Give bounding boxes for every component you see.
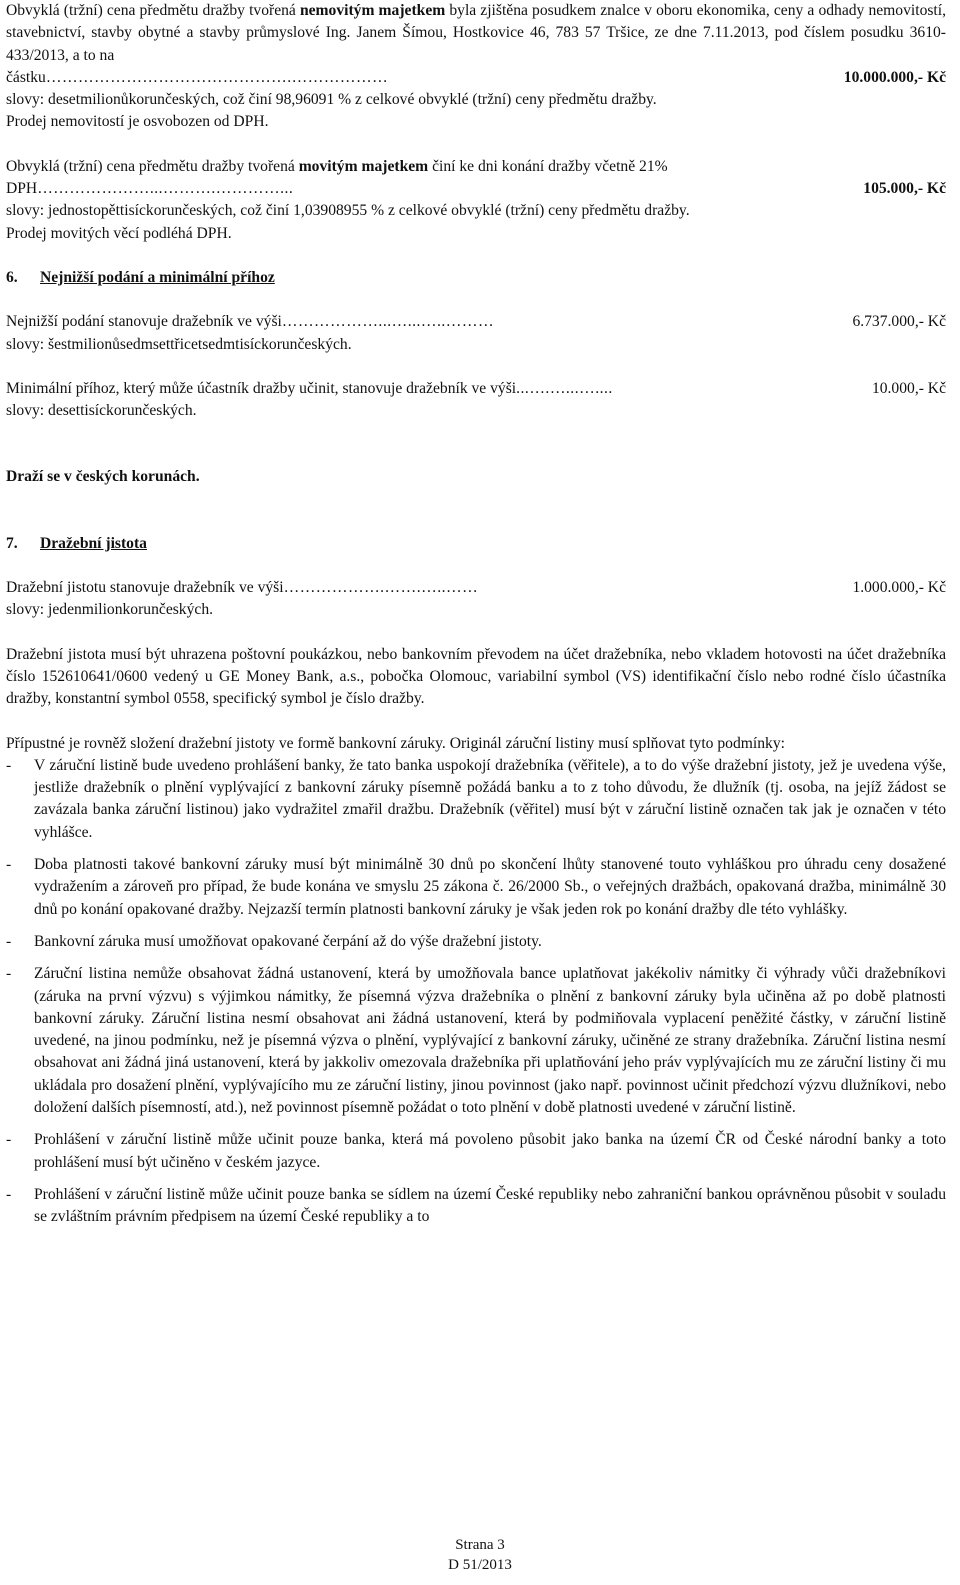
amount-label: Nejnižší podání stanovuje dražebník ve výši xyxy=(6,313,282,331)
text: Obvyklá (tržní) cena předmětu dražby tvořená xyxy=(6,2,300,19)
movable-price-paragraph xyxy=(6,156,946,178)
currency-note-text: Draží se v českých korunách. xyxy=(6,468,200,486)
amount-value: 105.000,- Kč xyxy=(863,180,946,198)
text: Obvyklá (tržní) cena předmětu dražby tvořená xyxy=(6,157,299,175)
deposit-words: slovy: jedenmilionkorunčeských. xyxy=(6,601,214,619)
list-item: - Záruční listina nemůže obsahovat žádná ustanovení, která by umožňovala bance uplatňovat jakékoliv námitky či výhrady vůči dražebníkovi (záruka na první výzvu) s výjimkou námitky, že písemná výzva dražebníka o plnění z bankovní záruky byla učiněna až po době platnosti bankovní záruky. Záruční listina nesmí obsahovat ani žádná ustanovení, která by podmiňovala vyplacení peněžité částky, v záruční listině uvedené, na jinou podmínku, než je písemná výzva o plnění, vyplývající z bankovní záruky, učiněné ze strany dražebníka. Záruční listina nesmí obsahovat ani žádná jiná ustanovení, která by jakkoliv omezovala dražebníka při uplatňování jeho práv vyplývajících mu ze záruční listiny či mu ukládala pro dosažení plnění, vyplývajícího mu ze záruční listiny, jinou povinnost (jako např. povinnost učinit předchozí výzvu dlužníkovi, nebo doložení dalších písemností, atd.), než povinnost písemně požádat o toto plnění v době platnosti uvedené v záruční listině. xyxy=(6,963,946,1119)
bold-term: movitým majetkem xyxy=(298,157,429,175)
list-item: - Prohlášení v záruční listině může učinit pouze banka se sídlem na území České republiky nebo zahraniční bankou oprávněnou působit v souladu se zvláštním právním předpisem na území České republiky a to xyxy=(6,1184,946,1229)
min-increment-line xyxy=(6,378,946,400)
list-item: - Doba platnosti takové bankovní záruky musí být minimálně 30 dnů po skončení lhůty stanovené touto vyhláškou pro úhradu ceny dosažené vydražením a zároveň pro případ, že bude konána ve smyslu 25 zákona č. 26/2000 Sb., o veřejných dražbách, opakovaná dražba, minimálně 30 dnů po konání opakované dražby. Nejzazší termín platnosti bankovní záruky je však jeden rok po konání dražby dle této vyhlášky. xyxy=(6,854,946,921)
list-item-text: Záruční listina nemůže obsahovat žádná ustanovení, která by umožňovala bance uplatňovat jakékoliv námitky či výhrady vůči dražebníkovi (záruka na první výzvu) s výjimkou námitky, že písemná výzva dražebníka o plnění z bankovní záruky byla učiněna až po době platnosti bankovní záruky. Záruční listina nesmí obsahovat ani žádná ustanovení, která by podmiňovala vyplacení peněžité částky, v záruční listině uvedené, na jinou podmínku, než je písemná výzva o plnění, vyplývající z bankovní záruky, učiněné ze strany dražebníka. Záruční listina nesmí obsahovat ani žádná jiná ustanovení, která by jakkoliv omezovala dražebníka při uplatňování jeho práv vyplývajících mu ze záruční listiny či mu ukládala pro dosažení plnění, vyplývajícího mu ze záruční listiny, jinou povinnost (jako např. povinnost učinit předchozí výzvu dlužníkovi, nebo doložení dalších písemností, atd.), než povinnost písemně požádat o toto plnění v době platnosti uvedené v záruční listině. xyxy=(34,965,946,1116)
movable-vat-note: Prodej movitých věcí podléhá DPH. xyxy=(6,224,232,242)
list-item-text: Bankovní záruka musí umožňovat opakované čerpání až do výše dražební jistoty. xyxy=(34,932,542,950)
amount-label: částku xyxy=(6,68,46,86)
bold-term: nemovitým majetkem xyxy=(299,2,446,19)
leader-dots: ...….…...….... xyxy=(516,379,613,397)
lowest-bid-line xyxy=(6,311,946,333)
list-item-text: V záruční listině bude uvedeno prohlášení banky, že tato banka uspokojí dražebníka (věřitele), a to do výše dražební jistoty, jež je uvedena výše, jestliže dražebník o plnění vyplývající z bankovní záruky písemně požádá banku a to z toho důvodu, že dlužník (tj. osoba, na jejíž žádost se zavázala banka záruční listinou) jako vydražitel zmařil dražbu. Dražebník (věřitel) musí být v záruční listině označen tak jak je označen v této vyhlášce. xyxy=(34,756,946,841)
page-footer xyxy=(0,1535,960,1575)
immovable-words: slovy: desetmilionůkorunčeských, což činí 98,96091 % z celkové obvyklé (tržní) ceny předmětu dražby. xyxy=(6,91,657,109)
list-item-text: Prohlášení v záruční listině může učinit pouze banka, která má povoleno působit jako banka na území ČR od České národní banky a toto prohlášení musí být učiněno v českém jazyce. xyxy=(34,1131,946,1171)
section-6-heading xyxy=(6,267,946,289)
section-title: Nejnižší podání a minimální příhoz xyxy=(40,268,275,286)
document-page xyxy=(6,0,946,1228)
text: činí ke dni konání dražby včetně 21% xyxy=(428,157,668,175)
page-number: Strana 3 xyxy=(455,1537,505,1553)
list-item: - Bankovní záruka musí umožňovat opakované čerpání až do výše dražební jistoty. xyxy=(6,931,946,953)
amount-label: Dražební jistotu stanovuje dražebník ve výši xyxy=(6,579,284,597)
guarantee-intro-paragraph: Přípustné je rovněž složení dražební jistoty ve formě bankovní záruky. Originál záruční listiny musí splňovat tyto podmínky: xyxy=(6,734,785,752)
section-7-heading xyxy=(6,533,946,555)
immovable-price-paragraph xyxy=(6,0,946,67)
text: byla zjištěna posudkem znalce v oboru ekonomika, ceny a odhady nemovitostí, stavebnictví, stavby obytné a stavby průmyslové Ing. Janem Šímou, Hostkovice 46, 783 57 Tršice, ze dne 7.11.2013, pod číslem posudku 3610-433/2013, a to na xyxy=(6,2,946,64)
deposit-payment-paragraph: Dražební jistota musí být uhrazena poštovní poukázkou, nebo bankovním převodem na účet dražebníka, nebo vkladem hotovosti na účet dražebníka číslo 152610641/0600 vedený u GE Money Bank, a.s., pobočka Olomouc, variabilní symbol (VS) identifikační číslo nebo rodné číslo účastníka dražby, konstantní symbol 0558, specifický symbol je číslo dražby. xyxy=(6,645,946,708)
leader-dots: …………………...……….…………... xyxy=(37,180,294,198)
min-increment-words: slovy: desettisíckorunčeských. xyxy=(6,402,197,420)
immovable-amount-line xyxy=(6,67,946,89)
immovable-vat-note: Prodej nemovitostí je osvobozen od DPH. xyxy=(6,113,269,131)
deposit-line xyxy=(6,577,946,599)
amount-label: Minimální příhoz, který může účastník dražby učinit, stanovuje dražebník ve výši xyxy=(6,379,517,397)
currency-note xyxy=(6,466,946,488)
leader-dots: ………………...…...…..……… xyxy=(281,313,495,331)
amount-value: 10.000,- Kč xyxy=(871,379,946,397)
movable-amount-line xyxy=(6,178,946,200)
leader-dots: ……………………………………….……………… xyxy=(45,68,389,86)
section-number: 7. xyxy=(6,534,18,552)
leader-dots: ……………….…….…..…… xyxy=(283,579,479,597)
amount-value: 6.737.000,- Kč xyxy=(852,313,946,331)
list-item-text: Doba platnosti takové bankovní záruky musí být minimálně 30 dnů po skončení lhůty stanovené touto vyhláškou pro úhradu ceny dosažené vydražením a zároveň pro případ, že bude konána ve smyslu 25 zákona č. 26/2000 Sb., o veřejných dražbách, opakovaná dražba, minimálně 30 dnů po konání opakované dražby. Nejzazší termín platnosti bankovní záruky je však jeden rok po konání dražby dle této vyhlášky. xyxy=(34,856,946,918)
list-item: - V záruční listině bude uvedeno prohlášení banky, že tato banka uspokojí dražebníka (věřitele), a to do výše dražební jistoty, jež je uvedena výše, jestliže dražebník o plnění vyplývající z bankovní záruky písemně požádá banku a to z toho důvodu, že dlužník (tj. osoba, na jejíž žádost se zavázala banka záruční listinou) jako vydražitel zmařil dražbu. Dražebník (věřitel) musí být v záruční listině označen tak jak je označen v této vyhlášce. xyxy=(6,755,946,844)
list-item: - Prohlášení v záruční listině může učinit pouze banka, která má povoleno působit jako banka na území ČR od České národní banky a toto prohlášení musí být učiněno v českém jazyce. xyxy=(6,1129,946,1174)
lowest-bid-words: slovy: šestmilionůsedmsettřicetsedmtisíckorunčeských. xyxy=(6,335,352,353)
list-item-text: Prohlášení v záruční listině může učinit pouze banka se sídlem na území České republiky nebo zahraniční bankou oprávněnou působit v souladu se zvláštním právním předpisem na území České republiky a to xyxy=(34,1185,946,1226)
section-number: 6. xyxy=(6,268,18,286)
amount-value: 10.000.000,- Kč xyxy=(843,68,946,86)
document-reference: D 51/2013 xyxy=(448,1557,512,1573)
amount-label: DPH xyxy=(6,180,38,198)
amount-value: 1.000.000,- Kč xyxy=(852,579,946,597)
movable-words: slovy: jednostopěttisíckorunčeských, což činí 1,03908955 % z celkové obvyklé (tržní) ceny předmětu dražby. xyxy=(6,202,690,220)
section-title: Dražební jistota xyxy=(40,534,147,552)
